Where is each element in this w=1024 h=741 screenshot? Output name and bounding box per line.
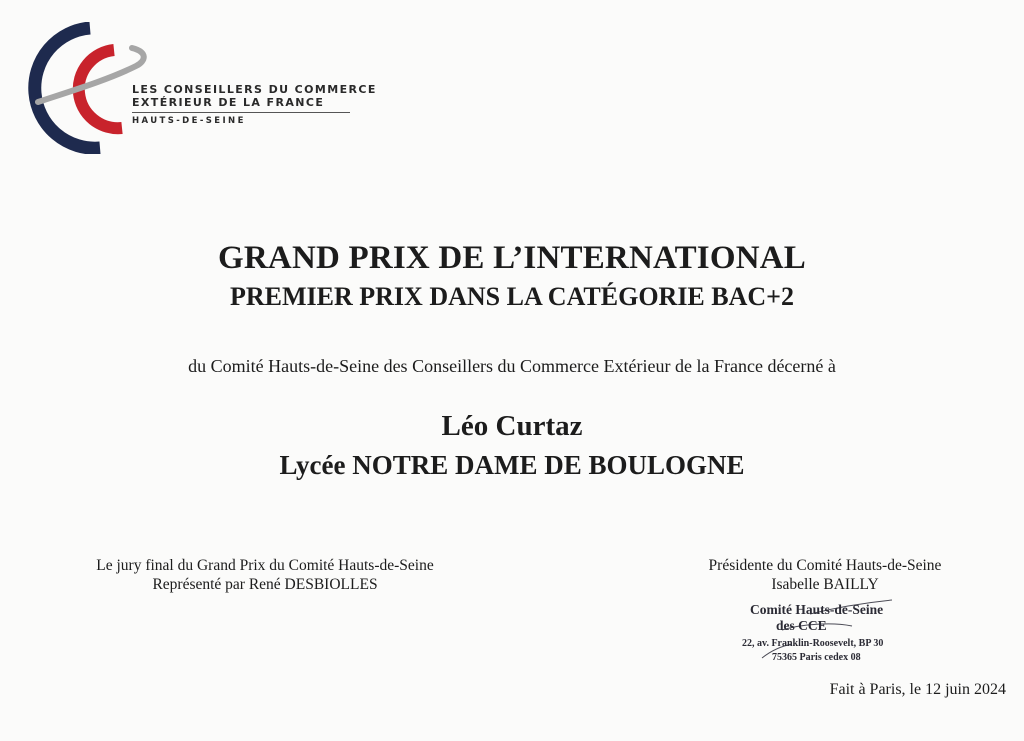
logo-text [132,83,377,126]
certificate-title: GRAND PRIX DE L’INTERNATIONAL [218,240,806,276]
logo-divider [132,112,350,113]
jury-line-1: Le jury final du Grand Prix du Comité Hauts-de-Seine [96,557,434,574]
president-line-1: Présidente du Comité Hauts-de-Seine [708,557,942,574]
certificate-intro: du Comité Hauts-de-Seine des Conseillers du Commerce Extérieur de la France décerné à [188,356,836,376]
cce-logo [28,22,377,154]
recipient-name: Léo Curtaz [441,410,583,442]
stamp-line-4: 75365 Paris cedex 08 [772,652,861,663]
logo-line-2: EXTÉRIEUR DE LA FRANCE [132,96,325,109]
stamp-line-3: 22, av. Franklin-Roosevelt, BP 30 [742,638,884,649]
jury-signature-block [70,556,460,594]
committee-stamp [722,596,922,666]
certificate-subtitle: PREMIER PRIX DANS LA CATÉGORIE BAC+2 [229,282,794,311]
logo-line-1: LES CONSEILLERS DU COMMERCE [132,83,377,96]
stamp-line-1: Comité Hauts-de-Seine [750,602,884,617]
recipient-school: Lycée NOTRE DAME DE BOULOGNE [279,450,745,480]
place-date: Fait à Paris, le 12 juin 2024 [829,681,1006,698]
president-signature-block [665,556,985,594]
logo-line-3: HAUTS-DE-SEINE [132,116,246,126]
president-line-2: Isabelle BAILLY [771,576,879,593]
stamp-line-2: des CCE [776,618,827,633]
jury-line-2: Représenté par René DESBIOLLES [152,576,378,593]
